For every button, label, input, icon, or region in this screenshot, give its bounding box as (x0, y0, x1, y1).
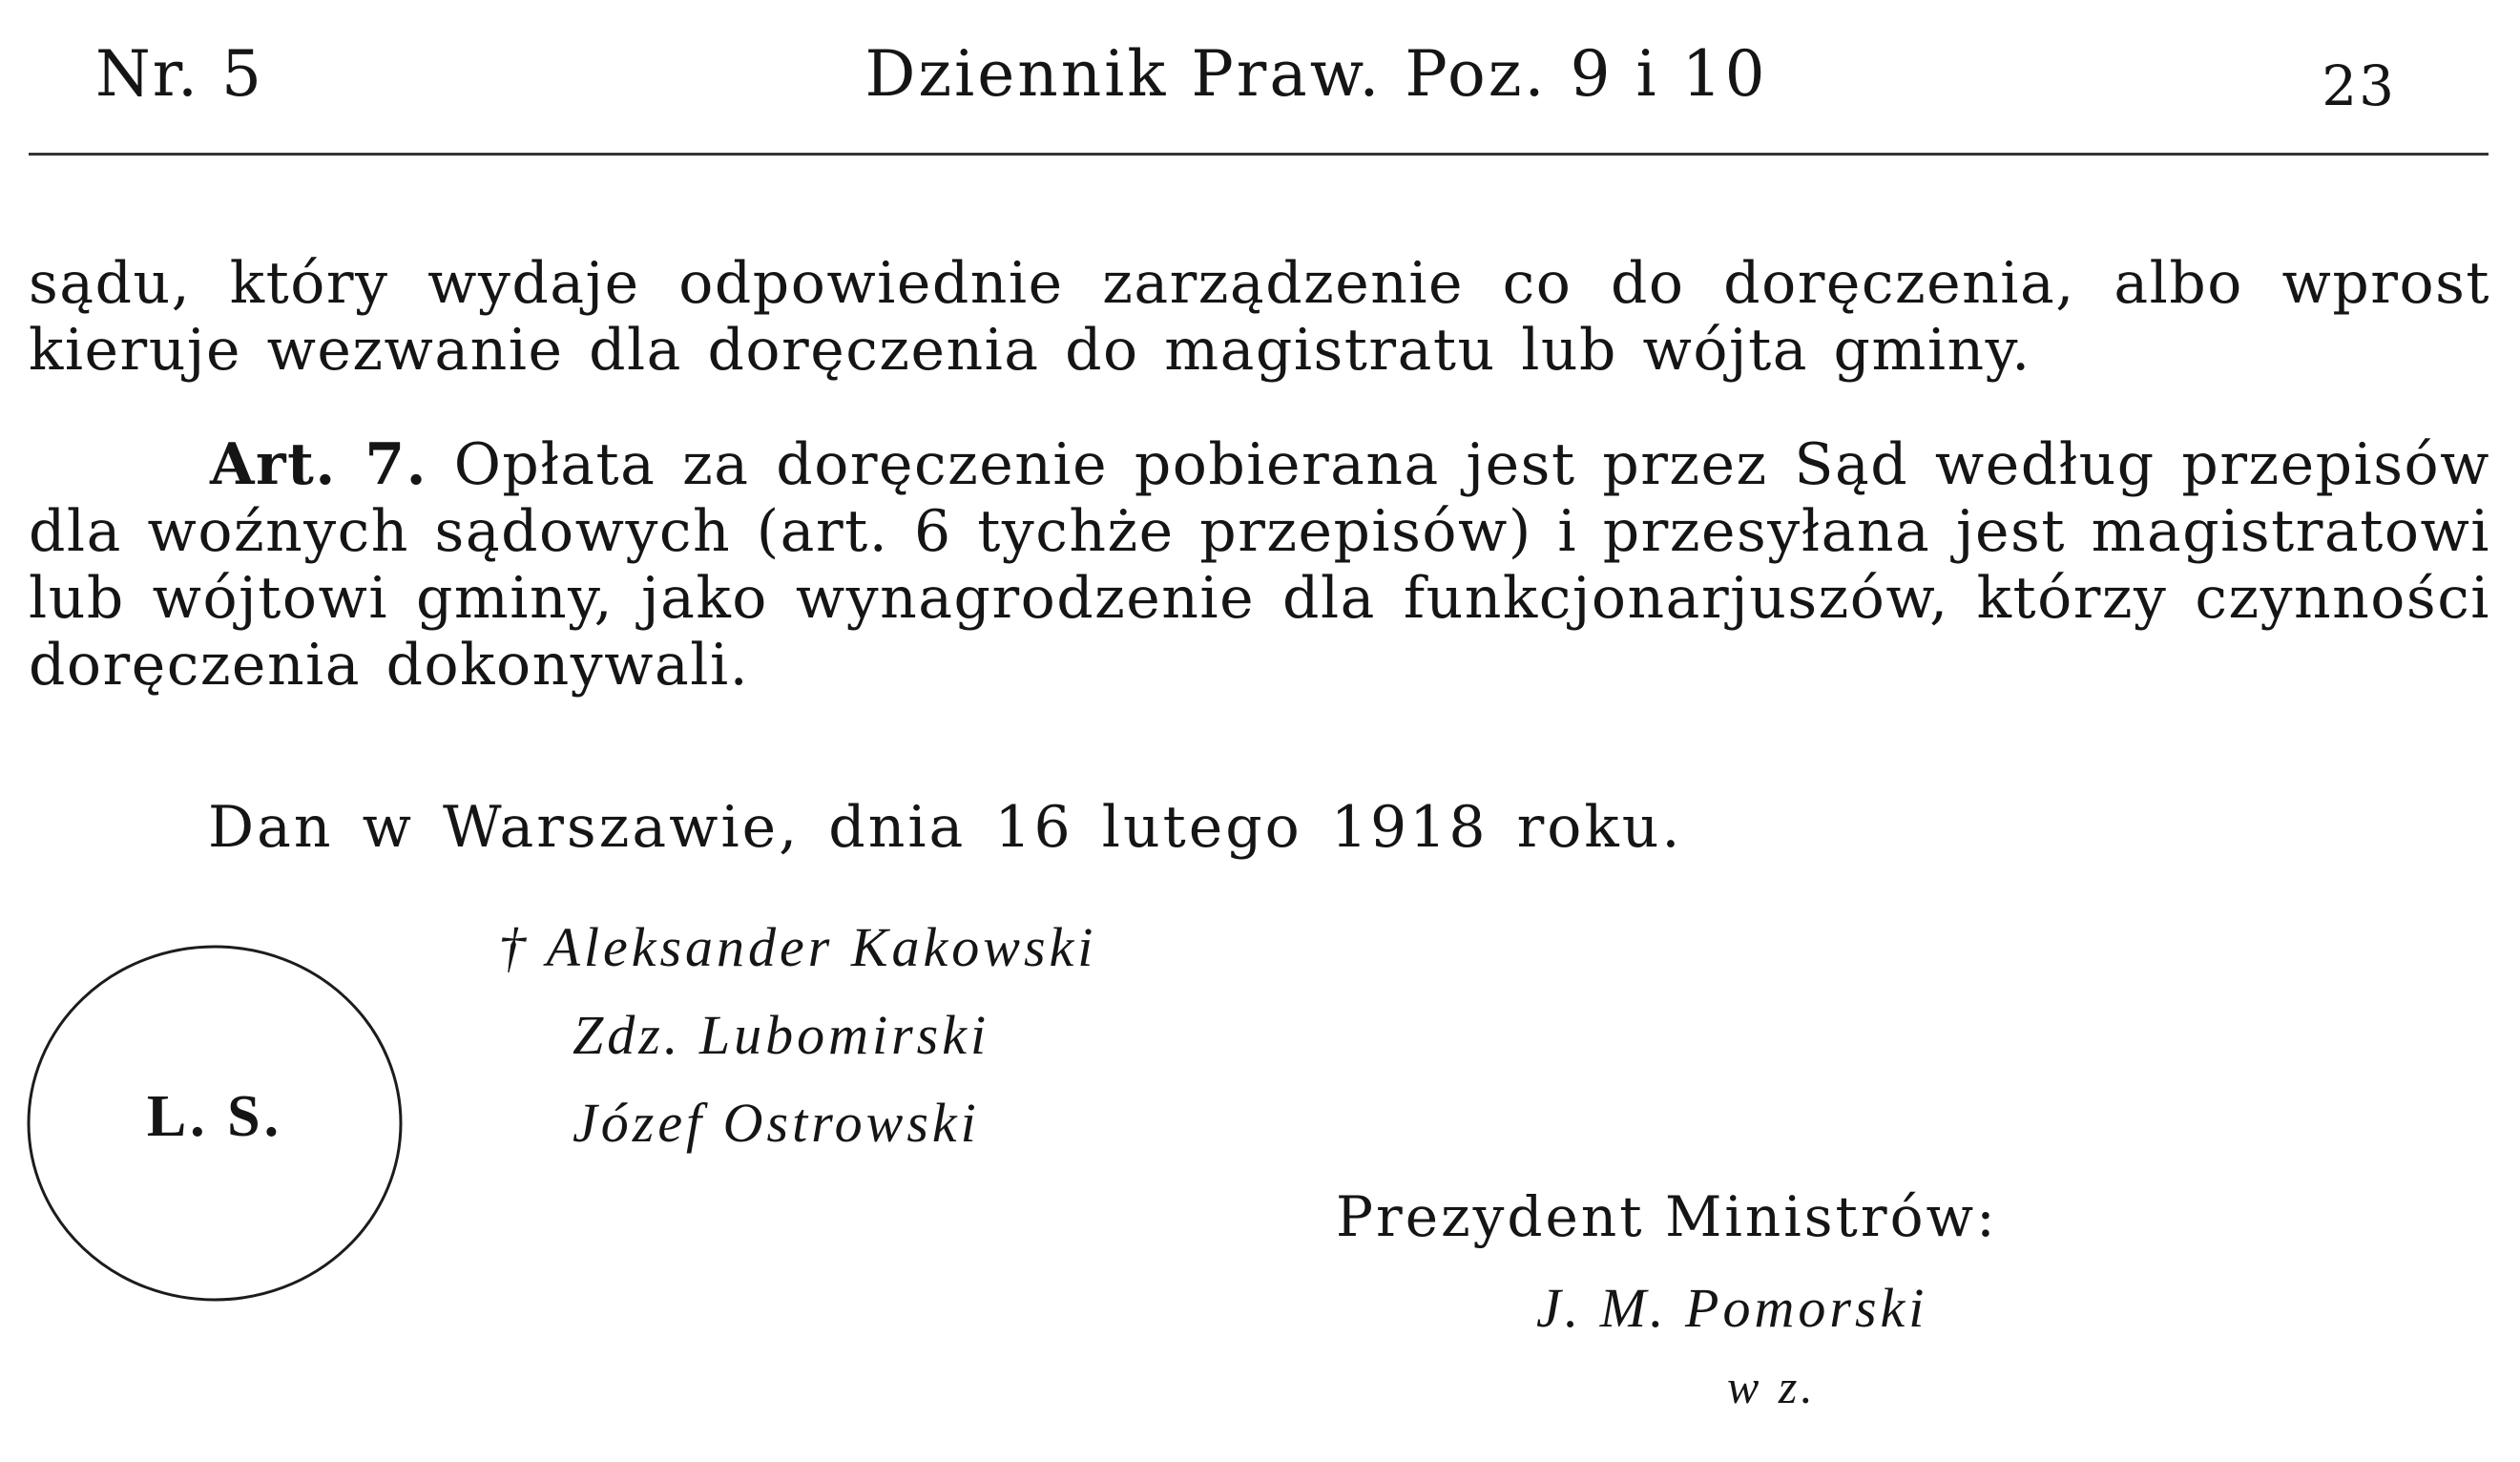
article-text: Opłata za doręczenie pobierana jest przez Sąd według przepisów dla woźnych sądowych (art. 6 tychże przepisów) i przesyłana jest magistratowi lub wójtowi gminy, jako wynagrodzenie dla funkcjonarjuszów, którzy czynności doręczenia dokonywali. (29, 431, 2490, 699)
seal (25, 943, 405, 1304)
signature-kakowski: † Aleksander Kakowski (498, 916, 1097, 978)
article-label: Art. 7. (210, 431, 427, 498)
article-7 (29, 431, 2490, 699)
minister-title: Prezydent Ministrów: (1336, 1184, 1998, 1249)
signature-pomorski: J. M. Pomorski (1536, 1277, 1928, 1339)
issue-number: Nr. 5 (95, 37, 263, 111)
signature-ostrowski: Józef Ostrowski (573, 1092, 980, 1154)
signature-lubomirski: Zdz. Lubomirski (573, 1004, 990, 1066)
page-header (0, 0, 2520, 162)
page-number: 23 (2322, 53, 2396, 118)
journal-title: Dziennik Praw. Poz. 9 i 10 (864, 37, 1768, 111)
paragraph-continuation: sądu, który wydaje odpowiednie zarządzenie co do doręczenia, albo wprost kieruje wezwanie dla doręczenia do magistratu lub wójta gminy. (29, 250, 2490, 384)
header-rule (29, 153, 2489, 156)
seal-label: L. S. (146, 1084, 283, 1149)
dateline: Dan w Warszawie, dnia 16 lutego 1918 roku. (208, 794, 1683, 861)
signature-note: w z. (1727, 1360, 1817, 1413)
